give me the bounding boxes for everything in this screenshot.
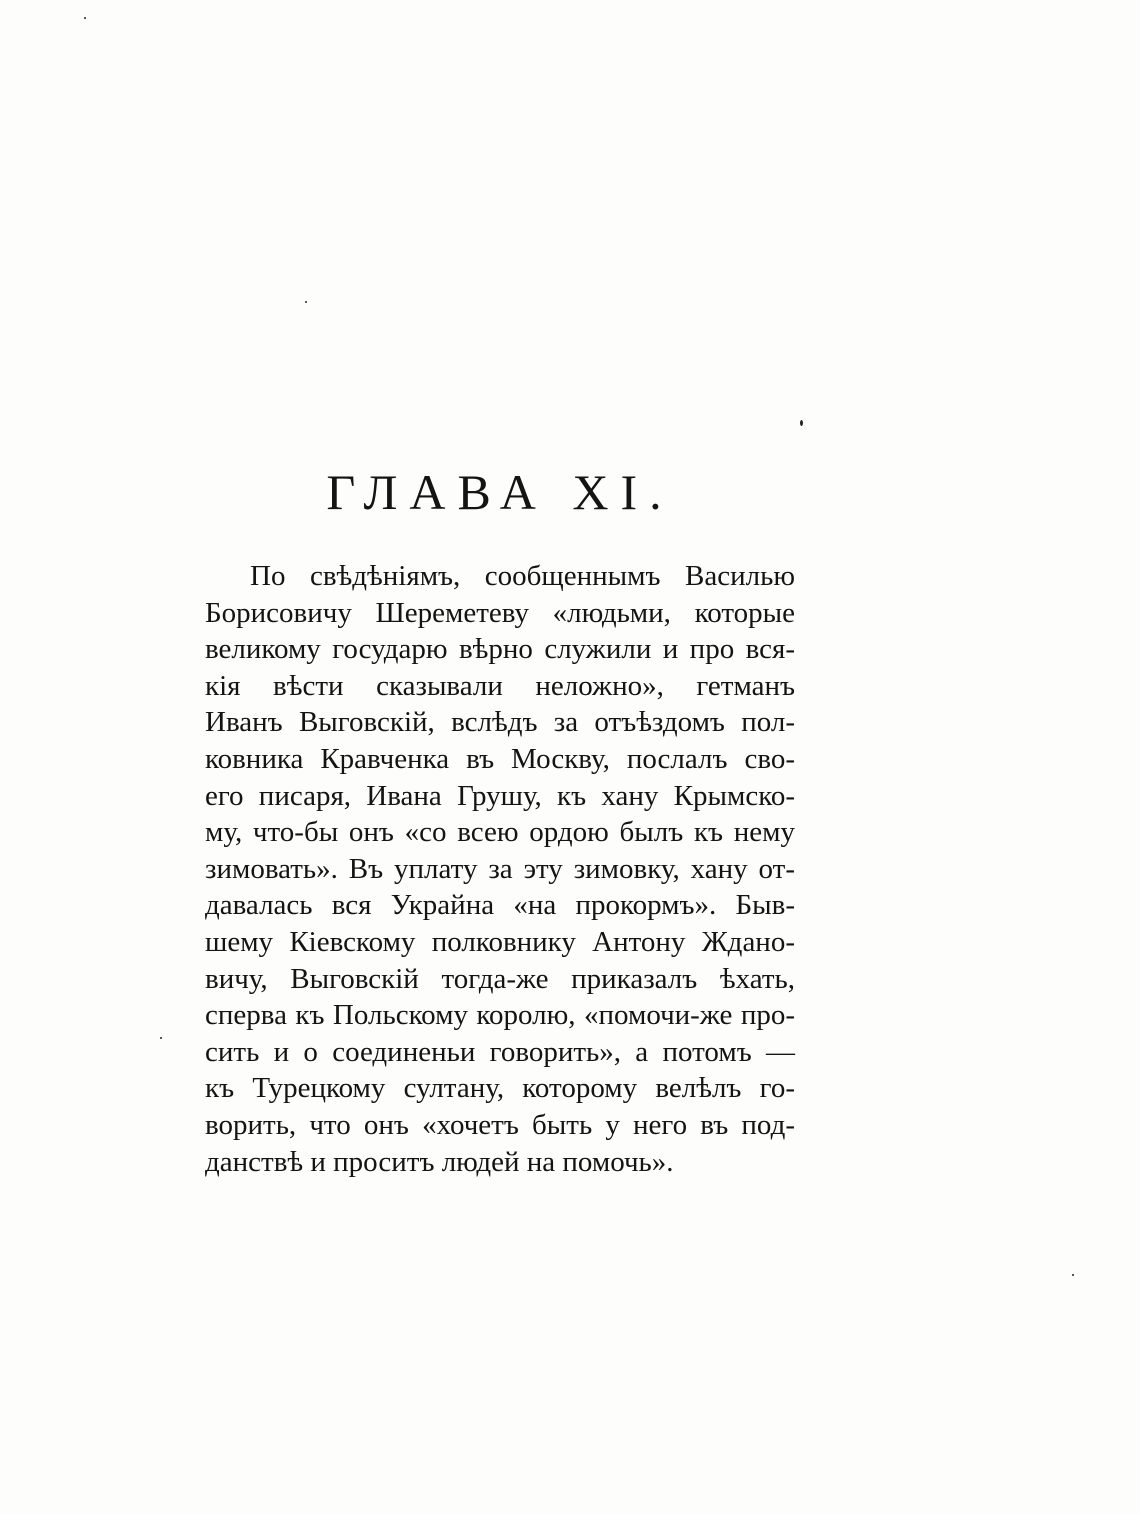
chapter-title: ГЛАВА XI. [326,464,674,520]
paragraph-line: данствѣ и проситъ людей на помочь». [205,1145,674,1178]
paragraph-line: его писаря, Ивана Грушу, къ хану Крымско- [205,779,795,812]
paragraph-line: великому государю вѣрно служили и про вся- [205,633,795,666]
ink-speck [84,17,86,19]
paragraph-line: ворить, что онъ «хочетъ быть у него въ под- [205,1108,795,1141]
paragraph-line: ковника Кравченка въ Москву, послалъ сво- [205,742,795,775]
paragraph-line: му, что-бы онъ «со всею ордою былъ къ нему [205,816,795,849]
paragraph-line: сить и о соединеньи говорить», а потомъ — [205,1035,795,1068]
paragraph-line: сперва къ Польскому королю, «помочи-же про- [205,999,795,1032]
ink-speck [160,1037,162,1039]
paragraph-line: къ Турецкому султану, которому велѣлъ го- [205,1072,795,1105]
chapter-paragraph [205,558,795,1180]
ink-speck [800,420,803,426]
paragraph-line: кія вѣсти сказывали неложно», гетманъ [205,669,795,702]
paragraph-line: По свѣдѣніямъ, сообщеннымъ Василью [250,560,795,592]
paragraph-line: Иванъ Выговскій, вслѣдъ за отъѣздомъ пол- [205,706,795,739]
paragraph-line: шему Кіевскому полковнику Антону Ждано- [205,925,795,958]
paragraph-line: зимовать». Въ уплату за эту зимовку, хану от- [205,852,795,885]
paragraph-line: вичу, Выговскій тогда-же приказалъ ѣхать, [205,962,795,995]
paragraph-line: давалась вся Украйна «на прокормъ». Быв- [205,889,795,922]
ink-speck [1072,1274,1074,1276]
paragraph-line: Борисовичу Шереметеву «людьми, которые [205,596,795,629]
ink-speck [305,301,307,303]
